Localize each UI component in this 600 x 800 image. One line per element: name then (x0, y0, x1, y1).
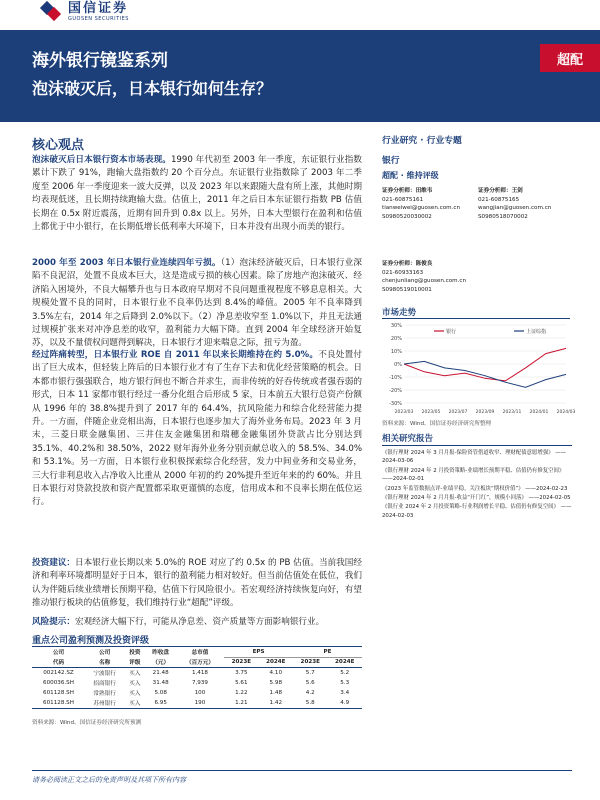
company-logo (40, 0, 129, 24)
related-report-link[interactable]: 《2023 年监管数据点评-业绩平稳，关注板块“期权价值”》 ——2024-02-23 (382, 485, 568, 492)
forecast-table (32, 646, 362, 709)
table-cell: 5.98 (269, 680, 283, 686)
para-highlight: 泡沫破灭后日本银行资本市场表现。 (32, 155, 171, 165)
y-tick-label: -30% (389, 401, 402, 407)
para-body: 1990 年代初至 2003 年一季度，东证银行业指数累计下跌了 91%，跑输大盘指数约 20 个百分点。东证银行业指数除了 2003 年二季度至 2006 年一季度迎来一波大反弹，以及 2023 年以来跟随大盘有所上涨，其他时期均表现低迷，且长期持续跑输大盘。估值上，2011 年之后日本东证银行指数 PB 估值长期在 0.5x 附近震荡，近期有回升到 0.8x 以上。另外，日本大型银行在盈利和估值上都优于中小银行，在长期低增长低利率大环境下，日本并没有出现小而美的银行。 (32, 155, 362, 233)
industry-rating: 超配 · 维持评级 (382, 171, 439, 180)
related-report-link[interactable]: 《银行业 2024 年 2 月投资策略-行业利润增长平稳、估值仍有修复空间》 ——2024-02-03 (382, 504, 572, 519)
report-category: 行业研究 · 行业专题 (382, 136, 462, 146)
logo-mark-icon (40, 1, 62, 23)
investment-advice (32, 557, 362, 611)
related-report-link[interactable]: 《银行理财 2024 年 2 月投资策略-业绩增长预期平稳、估值仍有修复空间》 ——2024-02-01 (382, 467, 565, 483)
table-cell: 买入 (124, 698, 145, 709)
core-paragraph-2 (32, 257, 362, 351)
analyst-3-name: 证券分析师：陈俊良 (382, 261, 433, 267)
y-tick-label: 30% (390, 323, 402, 329)
col-header: 代码 (32, 657, 85, 668)
table-cell: 1.42 (259, 698, 293, 709)
col-header: 2024E (327, 657, 362, 668)
table-row (32, 688, 362, 698)
para-body: 宏观经济大幅下行，可能从净息差、资产质量等方面影响银行业。 (74, 617, 325, 627)
x-tick-label: 2023/05 (421, 410, 441, 415)
table-cell: 5.61 (235, 680, 248, 686)
table-cell: 1.48 (269, 690, 283, 696)
x-tick-label: 2023/11 (502, 410, 522, 415)
table-cell: 常熟银行 (93, 691, 116, 697)
table-cell: 招商银行 (93, 681, 116, 687)
x-tick-label: 2023/07 (448, 410, 468, 415)
market-trend-svg (382, 319, 576, 417)
core-heading: 核心观点 (32, 138, 85, 153)
table-cell: 宁波银行 (93, 671, 116, 677)
risk-warning (32, 616, 362, 629)
table-cell: 1.21 (224, 698, 258, 709)
analyst-2-name: 证券分析师：王剑 (478, 188, 523, 194)
para-highlight: 投资建议： (32, 558, 76, 568)
table-cell: 买入 (129, 691, 141, 697)
analyst-3-phone: 021-60933163 (382, 269, 424, 276)
col-header: （百万元） (176, 657, 224, 668)
chart-source: 资料来源：Wind、国信证券经济研究所整理 (382, 421, 492, 427)
analyst-3-info (382, 260, 572, 294)
para-highlight: 2000 年至 2003 年日本银行业连续四年亏损。 (32, 258, 221, 268)
analyst-1-cert: S0980520030002 (382, 213, 432, 220)
x-tick-label: 2024/01 (529, 410, 549, 415)
table-row (32, 668, 362, 679)
table-cell: 5.08 (154, 690, 167, 696)
para-body: 不良处置付出了巨大成本，但轻装上阵后的日本银行业才有了生存下去和优化经营策略的机会。日本都市银行强强联合，地方银行间也不断合并求生，而非传统的好吞传统或者强吞弱的形式，日本 11 家都市银行经过一番分化组合后形成 5 家，日本前五大银行总资产份额从 1996 年的 38.8%提升到了 2017 年的 64.4%，抗风险能力和综合化经营能力提升。一方面，伴随企业竞相出海，日本银行也逐步加大了海外业务布局。2023 年 3 月末，三菱日联金融集团、三井住友金融集团和瑞穗金融集团外贷款占比分别达到 35.1%、40.2%和 38.50%，2022 财年海外业务分别贡献总收入的 58.5%、34.0%和 53.1%。另一方面，日本银行业积极探索综合化经营，发力中间业务和交易业务，三大行非利息收入占净收入比重从 2000 年初的约 20%提升至近年来的约 60%。并且日本银行对贷款投放和资产配置都采取更谨慎的态度，信用成本和不良率长期在低位运行。 (32, 350, 362, 508)
col-header: 公司 (85, 647, 124, 658)
core-paragraph-1 (32, 154, 362, 234)
related-report-link[interactable]: 《银行理财 2024 年 2 月月报-收益“开门红”，规模小回落》 ——2024-02-05 (382, 495, 571, 502)
table-source: 资料来源：Wind、国信证券经济研究所预测 (32, 720, 142, 726)
table-cell: 190 (176, 698, 224, 709)
x-tick-label: 2023/09 (475, 410, 495, 415)
table-cell: 4.10 (269, 670, 283, 676)
y-tick-label: -10% (389, 375, 402, 381)
analyst-2-phone: 021-60875165 (478, 196, 520, 203)
x-tick-label: 2024/03 (556, 410, 576, 415)
report-title: 泡沫破灭后，日本银行如何生存？ (32, 79, 273, 98)
table-cell: 31.48 (152, 680, 169, 686)
table-cell: 5.2 (340, 670, 350, 676)
table-cell: 5.7 (305, 670, 315, 676)
series-line-1 (404, 361, 566, 387)
analyst-1-name: 证券分析师：田维韦 (382, 188, 433, 194)
col-header-eps: EPS (224, 647, 293, 658)
para-body: （1）泡沫经济破灭后，日本银行业深陷不良泥沼，处置不良成本巨大，这是造成亏损的核心因素。除了房地产泡沫破灭、经济陷入困境外，不良大幅攀升也与日本政府早期对不良问题重视程度不够息息相关。大规模处置不良的同时，日本银行业不良率仍达到 8.4%的峰值。2005 年不良率降到 3.5%左右，2014 年之后降到 2.0%以下。（2）净息差收窄至 1.0%以下，并且无法通过规模扩张来对冲净息差的收窄，盈利能力大幅下降。直到 2004 年全球经济开始复苏，以及不量债权问题得到解决，日本银行才迎来喘息之际，扭亏为盈。 (32, 258, 362, 349)
table-cell: 600036.SH (43, 680, 74, 686)
table-cell: 4.2 (305, 690, 315, 696)
x-tick-label: 2023/03 (394, 410, 414, 415)
table-cell: 100 (194, 690, 206, 696)
table-cell: 6.95 (146, 698, 176, 709)
analyst-1-email[interactable]: tianweiwei@guosen.com.cn (382, 205, 460, 212)
industry-name: 银行 (382, 156, 400, 166)
table-row (32, 698, 362, 709)
para-highlight: 经过阵痛转型，日本银行业 ROE 自 2011 年以来长期维持在约 5.0%。 (32, 350, 319, 360)
col-header: 评级 (124, 657, 145, 668)
chart-heading: 市场走势 (382, 308, 417, 318)
table-cell: 002142.SZ (43, 670, 74, 676)
table-cell: 7,939 (191, 680, 208, 686)
table-header-row-1 (32, 647, 362, 658)
table-cell: 3.75 (235, 670, 248, 676)
table-cell: 买入 (129, 671, 141, 677)
table-cell: 苏州银行 (85, 698, 124, 709)
table-cell: 1.22 (235, 690, 248, 696)
logo-name-cn: 国信证券 (68, 1, 129, 16)
logo-strip (0, 0, 600, 30)
col-header: （元） (146, 657, 176, 668)
legend-label: 上证综指 (526, 329, 547, 335)
col-header: 昨收盘 (146, 647, 176, 658)
logo-name-en: GUOSEN SECURITIES (68, 16, 129, 22)
table-cell: 21.48 (152, 670, 169, 676)
table-row (32, 678, 362, 688)
para-body: 日本银行业长期以来 5.0%的 ROE 对应了约 0.5x 的 PB 估值。当前我国经济和利率环境都明显好于日本，银行的盈利能力相对较好。但当前估值处在低位，我们认为伴随后续业绩增长预期平稳，估值下行风险很小。若宏观经济持续恢复向好，有望推动银行板块的估值修复，我们维持行业“超配”评级。 (32, 558, 362, 609)
analyst-3-email[interactable]: chenjunliang@guosen.com.cn (382, 278, 467, 285)
analyst-2-cert: S0980518070002 (478, 213, 528, 220)
col-header: 投资 (124, 647, 145, 658)
related-reports-list (382, 445, 572, 521)
col-header: 2023E (224, 657, 258, 668)
table-cell: 5.8 (293, 698, 327, 709)
series-title: 海外银行镜鉴系列 (32, 51, 168, 71)
table-header-row-2 (32, 657, 362, 668)
col-header: 2023E (293, 657, 327, 668)
col-header-pe: PE (293, 647, 362, 658)
col-header: 2024E (259, 657, 293, 668)
related-heading: 相关研究报告 (382, 434, 434, 444)
table-title: 重点公司盈利预测及投资评级 (32, 636, 150, 646)
footer-divider (32, 770, 572, 771)
para-highlight: 风险提示： (32, 617, 75, 627)
analyst-2-email[interactable]: wangjian@guosen.com.cn (478, 205, 552, 212)
analyst-3-cert: S0980519010001 (382, 286, 432, 293)
table-cell: 601128.SH (43, 690, 74, 696)
table-cell: 4.9 (327, 698, 362, 709)
y-tick-label: 20% (390, 336, 402, 342)
legend-label: 银行 (446, 329, 457, 335)
rating-tag: 超配 (540, 44, 600, 72)
col-header: 总市值 (176, 647, 224, 658)
y-tick-label: 0% (394, 362, 402, 368)
analyst-info (382, 187, 572, 221)
analyst-1-phone: 021-60875161 (382, 196, 424, 203)
table-cell: 1,418 (191, 670, 208, 676)
footer-disclaimer: 请务必阅读正文之后的免责声明及其项下所有内容 (32, 776, 186, 784)
table-cell: 5.6 (305, 680, 315, 686)
related-report-link[interactable]: 《银行理财 2024 年 3 月月报-保险资管借道收窄、理财配债意愿增强》 ——2024-03-06 (382, 450, 566, 465)
y-tick-label: 10% (390, 349, 402, 355)
core-paragraph-3 (32, 349, 362, 510)
table-cell: 5.3 (340, 680, 350, 686)
table-cell: 601128.SH (32, 698, 85, 709)
col-header: 名称 (85, 657, 124, 668)
market-trend-chart (382, 318, 576, 418)
y-tick-label: -20% (389, 388, 402, 394)
table-cell: 3.4 (340, 690, 350, 696)
table-cell: 买入 (129, 681, 141, 687)
col-header: 公司 (32, 647, 85, 658)
